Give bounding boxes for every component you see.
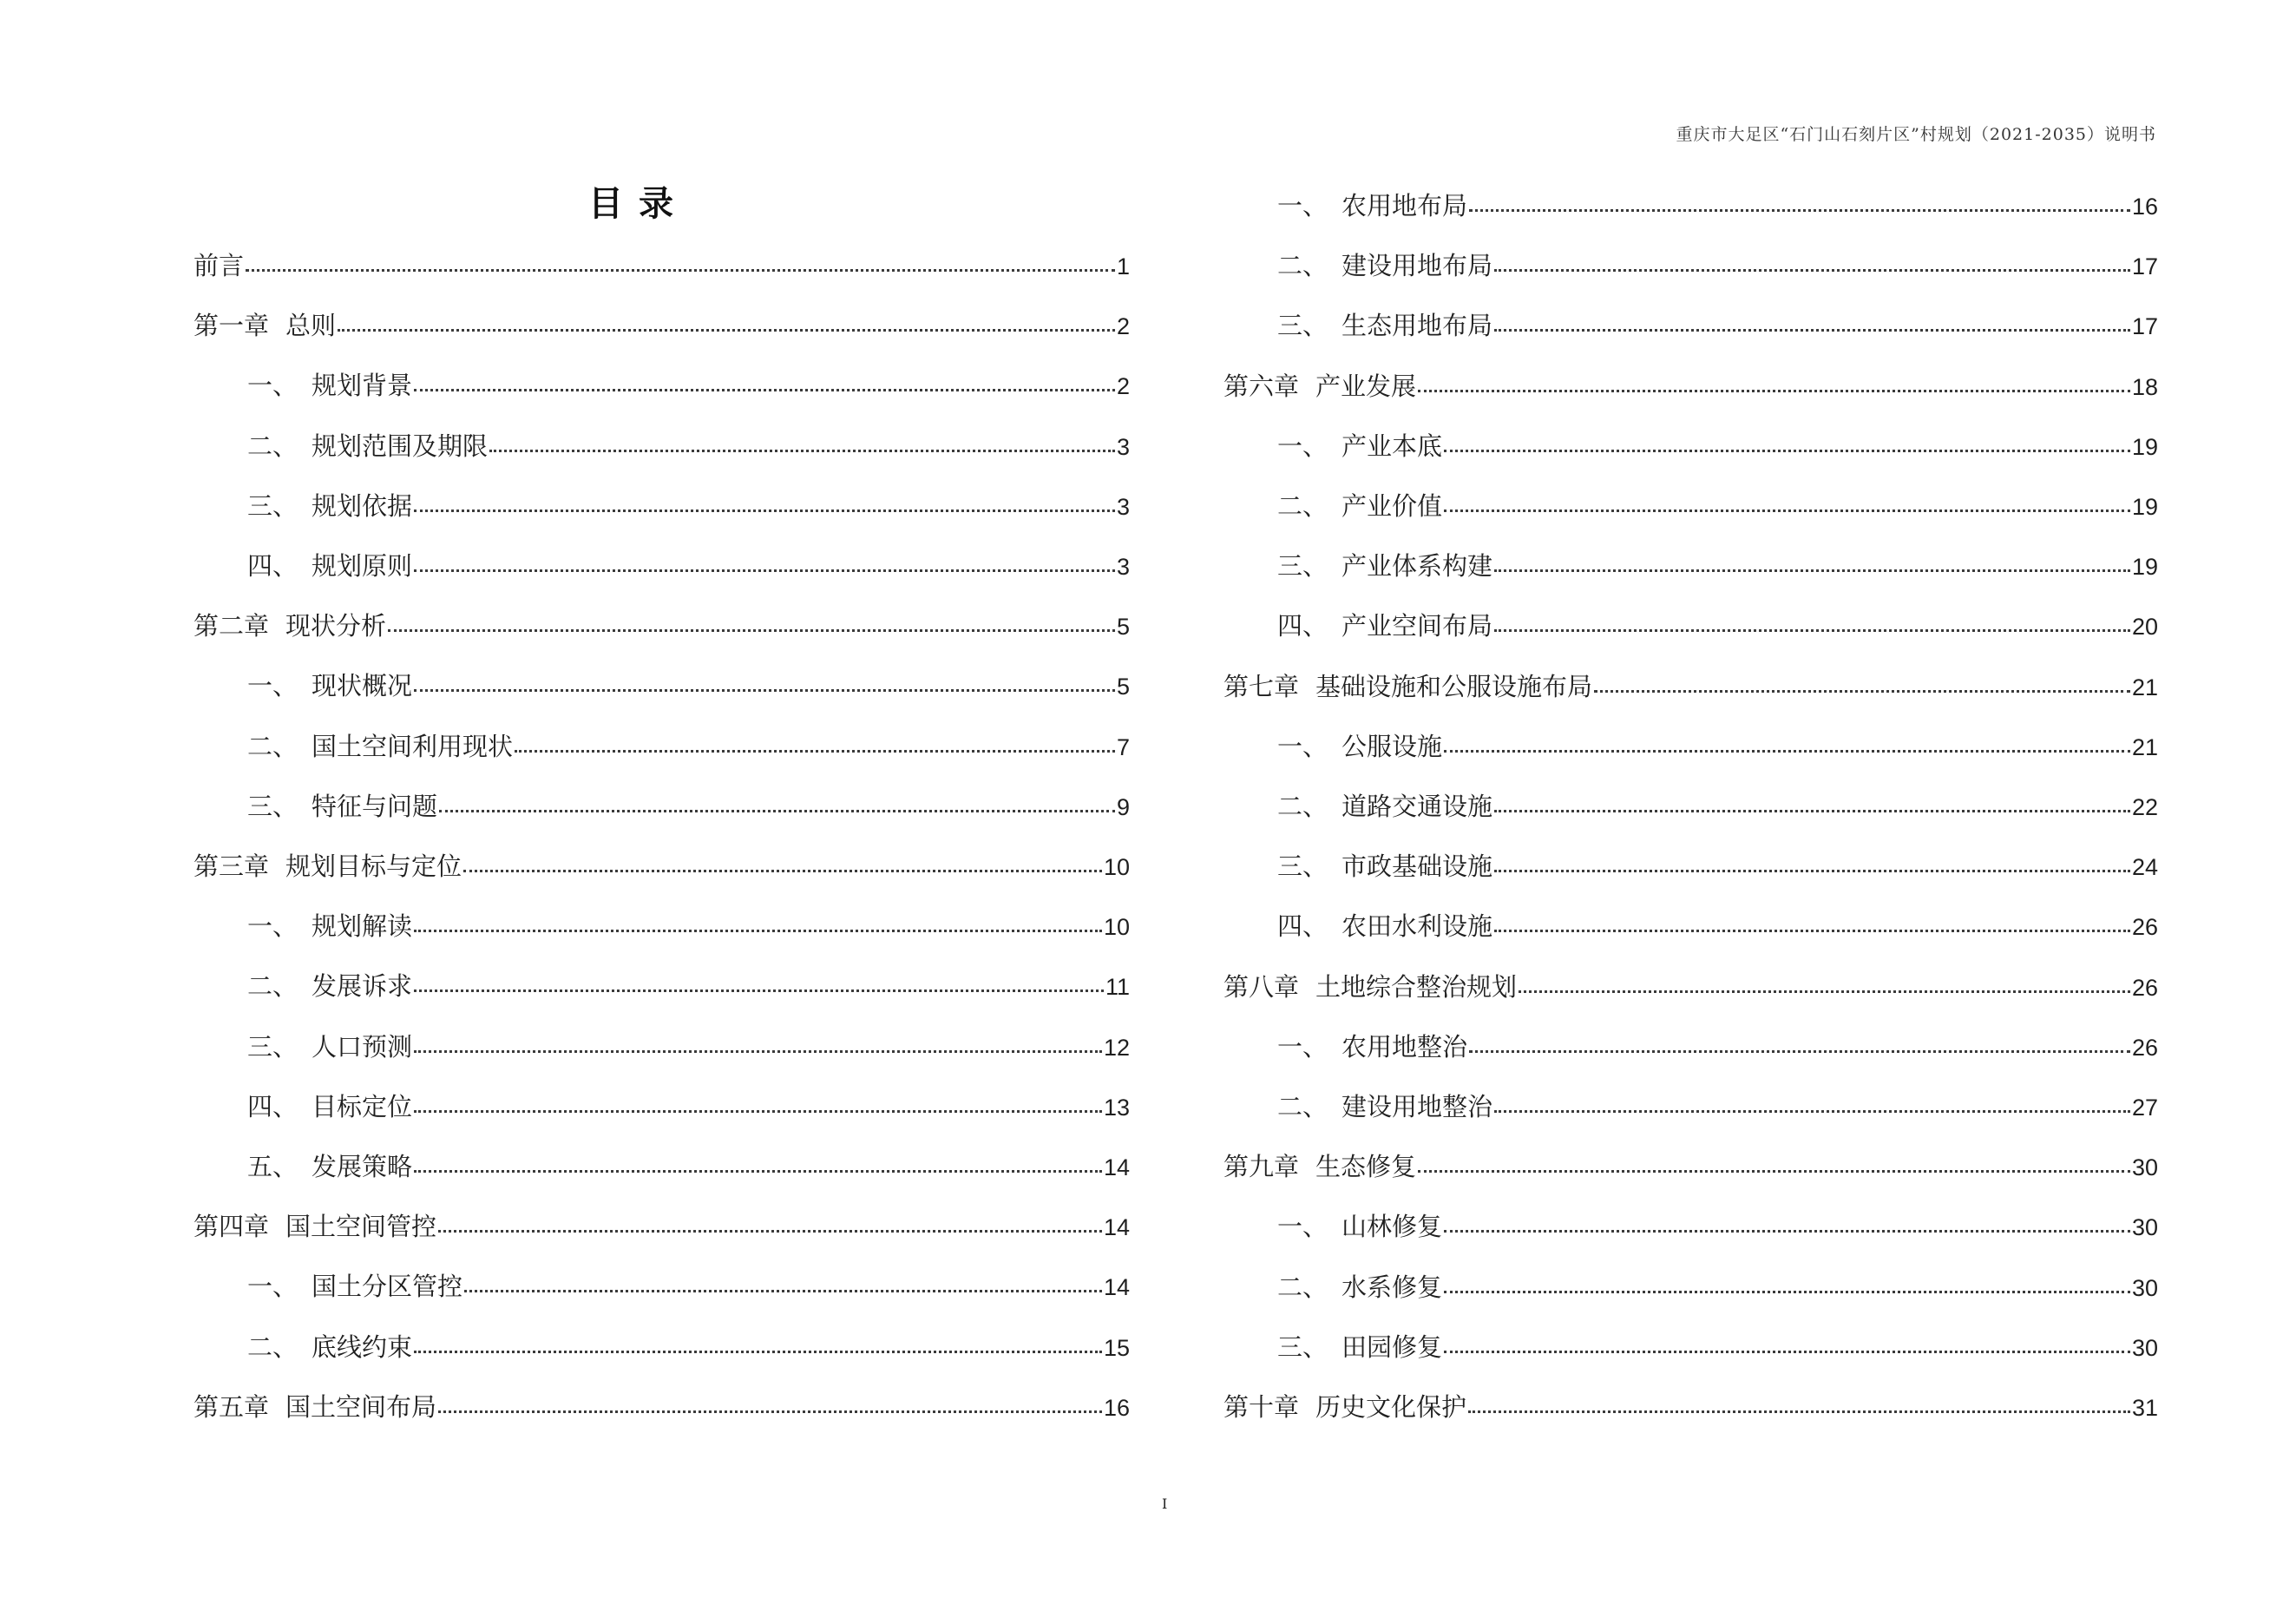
dot-leader [1444, 1328, 2130, 1353]
toc-entry-title: 产业价值 [1342, 491, 1443, 521]
toc-entry-page: 20 [2131, 614, 2158, 641]
toc-entry-page: 30 [2131, 1274, 2158, 1301]
dot-leader [1494, 607, 2130, 632]
toc-entry[interactable] [194, 308, 1130, 343]
toc-entry[interactable] [194, 849, 1130, 884]
toc-entry-title: 国土空间利用现状 [312, 731, 514, 761]
dot-leader [515, 727, 1115, 753]
toc-entry-number: 第一章 [194, 311, 270, 341]
toc-entry-number: 一、 [247, 371, 298, 401]
toc-entry-number: 二、 [247, 731, 298, 761]
toc-entry[interactable] [1277, 1330, 2158, 1364]
toc-entry-title: 公服设施 [1342, 731, 1443, 761]
toc-entry-title: 历史文化保护 [1315, 1392, 1467, 1422]
toc-entry[interactable] [1277, 489, 2158, 523]
toc-entry-title: 前言 [194, 251, 245, 280]
toc-entry-title: 规划解读 [312, 911, 413, 942]
toc-entry-number: 三、 [1277, 551, 1328, 582]
toc-entry-number: 二、 [1277, 792, 1328, 821]
toc-entry-title: 国土空间布局 [285, 1391, 437, 1422]
dot-leader [1444, 427, 2130, 452]
dot-leader [1469, 187, 2130, 212]
toc-entry[interactable] [1277, 1089, 2158, 1124]
toc-entry[interactable] [1223, 669, 2158, 704]
toc-entry-number: 一、 [1277, 191, 1328, 220]
toc-entry-number: 三、 [247, 490, 298, 521]
toc-entry[interactable] [1277, 909, 2158, 943]
toc-entry-title: 产业本底 [1342, 431, 1443, 461]
toc-entry-number: 第九章 [1223, 1152, 1300, 1182]
toc-entry-number: 第四章 [194, 1212, 270, 1242]
toc-entry-page: 17 [2131, 253, 2158, 280]
dot-leader [414, 667, 1115, 692]
toc-entry[interactable] [247, 909, 1130, 943]
toc-entry[interactable] [1277, 729, 2158, 764]
toc-entry-page: 7 [1116, 733, 1130, 760]
dot-leader [414, 1088, 1102, 1113]
dot-leader [1444, 727, 2130, 753]
toc-entry-number: 五、 [247, 1152, 298, 1181]
toc-entry-title: 规划依据 [312, 490, 413, 521]
toc-entry[interactable] [1223, 369, 2158, 404]
toc-entry-page: 14 [1103, 1154, 1130, 1180]
toc-entry-title: 道路交通设施 [1342, 792, 1493, 821]
toc-entry-page: 22 [2131, 794, 2158, 820]
dot-leader [1469, 1028, 2130, 1053]
toc-entry[interactable] [247, 729, 1130, 764]
toc-entry-page: 9 [1116, 793, 1130, 820]
dot-leader [1418, 367, 2130, 392]
toc-entry-title: 规划目标与定位 [285, 851, 462, 881]
toc-entry-title: 生态修复 [1315, 1152, 1417, 1182]
toc-entry[interactable] [247, 1029, 1130, 1064]
toc-entry[interactable] [247, 1089, 1130, 1124]
toc-entry[interactable] [1277, 1209, 2158, 1244]
toc-entry-number: 二、 [247, 1331, 298, 1362]
toc-entry-page: 11 [1105, 974, 1130, 1001]
toc-entry[interactable] [1277, 1029, 2158, 1064]
toc-entry-number: 第三章 [194, 851, 270, 881]
toc-entry-page: 31 [2131, 1395, 2158, 1421]
toc-entry-page: 5 [1116, 614, 1130, 641]
dot-leader [1494, 306, 2130, 332]
toc-entry-title: 国土分区管控 [312, 1272, 463, 1302]
toc-entry-title: 底线约束 [312, 1331, 413, 1362]
toc-entry[interactable] [1277, 429, 2158, 464]
toc-entry-title: 农用地整治 [1342, 1031, 1468, 1062]
dot-leader [1519, 968, 2130, 993]
toc-entry-page: 26 [2131, 914, 2158, 941]
dot-leader [414, 1328, 1102, 1353]
toc-entry-page: 30 [2131, 1154, 2158, 1181]
toc-entry-title: 山林修复 [1342, 1212, 1443, 1242]
toc-entry-number: 四、 [1277, 911, 1328, 942]
toc-entry-title: 人口预测 [312, 1031, 413, 1062]
dot-leader [489, 427, 1115, 452]
toc-entry[interactable] [1277, 608, 2158, 643]
dot-leader [414, 907, 1102, 932]
toc-entry-number: 三、 [247, 1031, 298, 1062]
toc-entry[interactable] [247, 1269, 1130, 1304]
toc-entry-number: 二、 [1277, 491, 1328, 521]
toc-entry[interactable] [247, 489, 1130, 523]
toc-entry-title: 目标定位 [312, 1091, 413, 1121]
toc-entry[interactable] [1277, 549, 2158, 583]
toc-entry-page: 26 [2131, 1034, 2158, 1061]
toc-entry-number: 第六章 [1223, 371, 1300, 401]
toc-entry-page: 1 [1116, 253, 1130, 279]
toc-entry[interactable] [1277, 1270, 2158, 1305]
toc-entry[interactable] [1223, 1149, 2158, 1184]
toc-entry-title: 产业空间布局 [1342, 611, 1493, 641]
dot-leader [1494, 547, 2130, 572]
dot-leader [464, 1267, 1102, 1292]
toc-entry-page: 12 [1103, 1034, 1130, 1061]
toc-entry[interactable] [247, 668, 1130, 703]
dot-leader [388, 607, 1115, 632]
toc-entry-number: 第二章 [194, 611, 270, 641]
toc-entry[interactable] [1277, 248, 2158, 283]
toc-entry-title: 产业体系构建 [1342, 551, 1493, 582]
toc-entry-page: 21 [2131, 674, 2158, 700]
dot-leader [414, 1028, 1102, 1053]
dot-leader [1468, 1388, 2130, 1413]
dot-leader [439, 787, 1115, 812]
toc-entry-number: 三、 [1277, 1331, 1328, 1362]
toc-entry-number: 第五章 [194, 1391, 270, 1422]
toc-entry-number: 四、 [247, 551, 298, 581]
toc-entry-page: 15 [1103, 1334, 1130, 1361]
dot-leader [414, 1147, 1102, 1173]
toc-entry-title: 水系修复 [1342, 1272, 1443, 1302]
toc-entry-number: 一、 [247, 671, 298, 701]
toc-entry-page: 30 [2131, 1214, 2158, 1241]
toc-entry-page: 10 [1103, 854, 1130, 880]
toc-entry-number: 二、 [247, 971, 298, 1002]
toc-entry-page: 24 [2131, 854, 2158, 881]
toc-entry-title: 规划原则 [312, 551, 413, 581]
dot-leader [438, 1388, 1102, 1413]
toc-entry[interactable] [247, 1330, 1130, 1364]
toc-entry-page: 3 [1116, 554, 1130, 580]
dot-leader [246, 247, 1115, 272]
toc-entry-title: 土地综合整治规划 [1315, 971, 1518, 1002]
toc-entry-page: 27 [2131, 1095, 2158, 1121]
toc-entry-page: 17 [2131, 313, 2158, 340]
dot-leader [1494, 847, 2130, 872]
toc-entry-title: 农用地布局 [1342, 191, 1468, 220]
toc-entry[interactable] [247, 549, 1130, 583]
toc-entry-title: 产业发展 [1315, 371, 1417, 401]
toc-entry-title: 国土空间管控 [285, 1212, 437, 1242]
toc-entry-page: 26 [2131, 974, 2158, 1001]
dot-leader [414, 547, 1115, 572]
toc-entry-number: 二、 [1277, 1092, 1328, 1121]
dot-leader [1494, 907, 2130, 932]
toc-entry-title: 现状分析 [285, 611, 387, 641]
toc-entry-title: 规划范围及期限 [312, 431, 489, 461]
toc-entry[interactable] [247, 789, 1130, 824]
dot-leader [438, 1207, 1102, 1233]
toc-entry[interactable] [1277, 188, 2158, 223]
toc-entry[interactable] [247, 969, 1130, 1003]
toc-entry[interactable] [1277, 308, 2158, 343]
dot-leader [1494, 787, 2130, 812]
toc-entry-number: 第十章 [1223, 1392, 1300, 1422]
toc-entry-title: 基础设施和公服设施布局 [1315, 671, 1593, 701]
toc-entry-number: 一、 [1277, 431, 1328, 461]
dot-leader [414, 967, 1104, 992]
toc-entry-number: 第八章 [1223, 971, 1300, 1002]
toc-entry-page: 5 [1116, 674, 1130, 700]
dot-leader [1444, 1207, 2130, 1233]
toc-entry-page: 14 [1103, 1214, 1130, 1241]
toc-entry-page: 13 [1103, 1094, 1130, 1121]
dot-leader [463, 847, 1102, 872]
toc-entry-number: 四、 [247, 1091, 298, 1121]
toc-entry[interactable] [194, 248, 1130, 283]
toc-entry-number: 一、 [247, 911, 298, 942]
toc-entry-title: 建设用地整治 [1342, 1092, 1493, 1121]
toc-entry-number: 三、 [1277, 851, 1328, 882]
toc-entry-number: 一、 [247, 1272, 298, 1302]
dot-leader [1418, 1147, 2130, 1173]
toc-entry-number: 一、 [1277, 731, 1328, 761]
dot-leader [1494, 247, 2130, 272]
toc-entry-number: 一、 [1277, 1031, 1328, 1062]
toc-entry[interactable] [247, 1149, 1130, 1184]
toc-entry-page: 21 [2131, 733, 2158, 760]
dot-leader [414, 487, 1115, 512]
toc-entry-title: 总则 [285, 311, 337, 341]
toc-entry-page: 16 [2131, 194, 2158, 220]
page-number: I [1162, 1496, 1168, 1512]
toc-entry-title: 生态用地布局 [1342, 311, 1493, 341]
toc-entry-number: 一、 [1277, 1212, 1328, 1242]
toc-entry[interactable] [1277, 789, 2158, 824]
toc-entry-title: 发展策略 [312, 1152, 413, 1181]
toc-entry-title: 发展诉求 [312, 971, 413, 1002]
dot-leader [1444, 487, 2130, 512]
dot-leader [338, 306, 1115, 332]
toc-entry-number: 四、 [1277, 611, 1328, 641]
toc-entry-page: 18 [2131, 373, 2158, 400]
toc-entry-title: 现状概况 [312, 671, 413, 701]
toc-entry-page: 19 [2131, 494, 2158, 520]
toc-entry[interactable] [1277, 849, 2158, 884]
toc-entry-page: 3 [1116, 433, 1130, 460]
toc-entry-number: 二、 [1277, 1272, 1328, 1302]
dot-leader [1494, 1088, 2130, 1113]
toc-entry-title: 田园修复 [1342, 1331, 1443, 1362]
toc-entry-title: 农田水利设施 [1342, 911, 1493, 942]
toc-entry-number: 二、 [1277, 251, 1328, 281]
toc-entry-title: 规划背景 [312, 371, 413, 401]
toc-entry[interactable] [1223, 1390, 2158, 1424]
toc-entry-page: 2 [1116, 313, 1130, 340]
toc-entry-page: 10 [1103, 914, 1130, 941]
toc-entry-page: 30 [2131, 1334, 2158, 1361]
toc-entry-number: 第七章 [1223, 671, 1300, 701]
toc-entry-number: 二、 [247, 431, 298, 461]
toc-entry-page: 14 [1103, 1274, 1130, 1301]
dot-leader [414, 366, 1115, 391]
toc-entry-page: 16 [1103, 1394, 1130, 1421]
toc-entry[interactable] [194, 608, 1130, 643]
toc-entry[interactable] [1223, 970, 2158, 1004]
toc-entry-number: 三、 [247, 791, 298, 821]
toc-entry-page: 2 [1116, 373, 1130, 400]
toc-entry-number: 三、 [1277, 311, 1328, 341]
toc-entry-title: 建设用地布局 [1342, 251, 1493, 281]
toc-entry-page: 19 [2131, 554, 2158, 581]
dot-leader [1594, 667, 2130, 693]
toc-title: 目录 [588, 184, 689, 224]
toc-entry[interactable] [247, 368, 1130, 403]
toc-entry-title: 市政基础设施 [1342, 851, 1493, 882]
dot-leader [1444, 1268, 2130, 1293]
toc-entry-title: 特征与问题 [312, 791, 438, 821]
toc-entry[interactable] [194, 1390, 1130, 1424]
toc-entry[interactable] [194, 1209, 1130, 1244]
toc-entry-page: 19 [2131, 433, 2158, 460]
toc-entry[interactable] [247, 429, 1130, 464]
running-header: 重庆市大足区“石门山石刻片区”村规划（2021-2035）说明书 [1676, 125, 2156, 144]
toc-entry-page: 3 [1116, 493, 1130, 520]
